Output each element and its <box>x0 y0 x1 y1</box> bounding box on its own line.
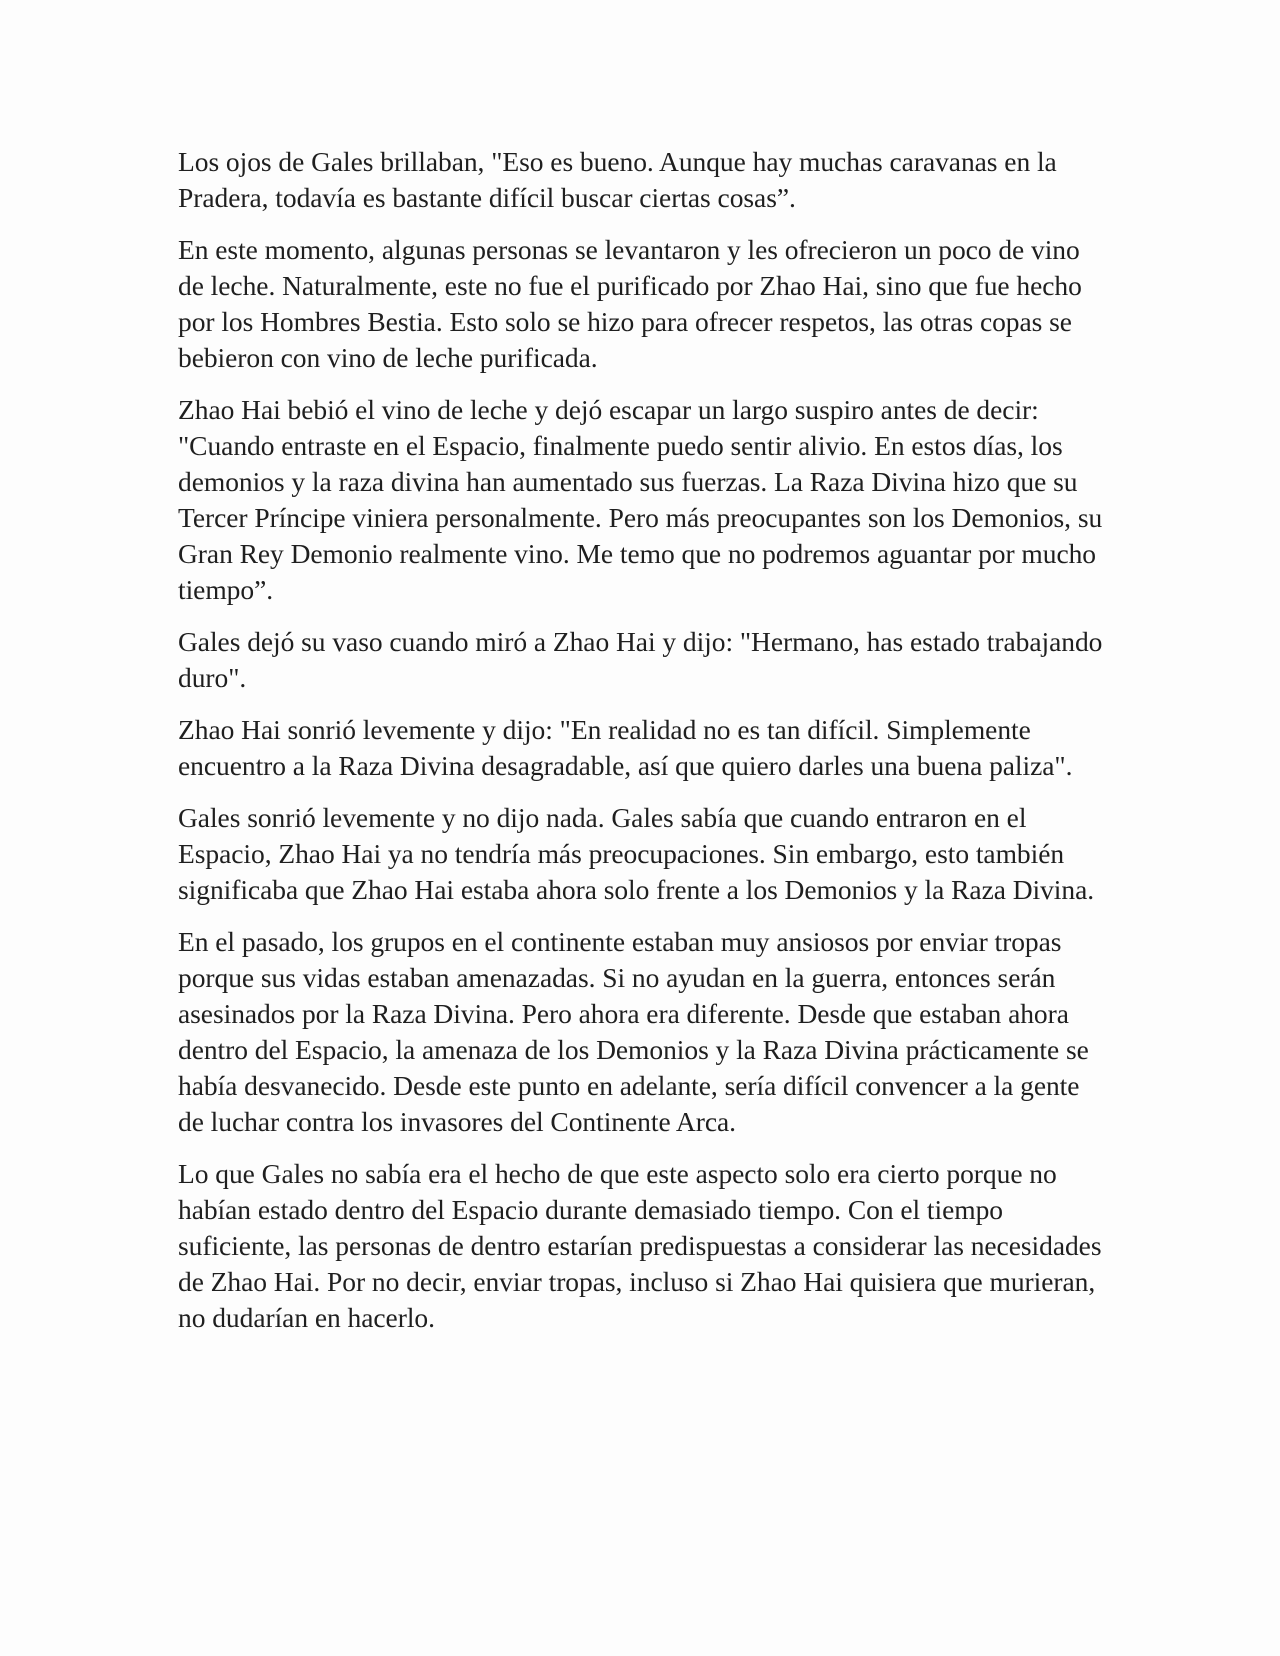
paragraph-7: En el pasado, los grupos en el continente estaban muy ansiosos por enviar tropas porque sus vidas estaban amenazadas. Si no ayudan en la guerra, entonces serán asesinados por la Raza Divina. Pero ahora era diferente. Desde que estaban ahora dentro del Espacio, la amenaza de los Demonios y la Raza Divina prácticamente se había desvanecido. Desde este punto en adelante, sería difícil convencer a la gente de luchar contra los invasores del Continente Arca. <box>178 926 1089 1137</box>
paragraph-8: Lo que Gales no sabía era el hecho de que este aspecto solo era cierto porque no habían estado dentro del Espacio durante demasiado tiempo. Con el tiempo suficiente, las personas de dentro estarían predispuestas a considerar las necesidades de Zhao Hai. Por no decir, enviar tropas, incluso si Zhao Hai quisiera que murieran, no dudarían en hacerlo. <box>178 1158 1102 1333</box>
paragraph-4: Gales dejó su vaso cuando miró a Zhao Hai y dijo: "Hermano, has estado trabajando duro". <box>178 626 1103 693</box>
document-body <box>178 144 1108 1352</box>
paragraph-6: Gales sonrió levemente y no dijo nada. Gales sabía que cuando entraron en el Espacio, Zhao Hai ya no tendría más preocupaciones. Sin embargo, esto también significaba que Zhao Hai estaba ahora solo frente a los Demonios y la Raza Divina. <box>178 802 1095 905</box>
paragraph-1: Los ojos de Gales brillaban, "Eso es bueno. Aunque hay muchas caravanas en la Pradera, todavía es bastante difícil buscar ciertas cosas”. <box>178 146 1057 213</box>
paragraph-3: Zhao Hai bebió el vino de leche y dejó escapar un largo suspiro antes de decir: "Cuando entraste en el Espacio, finalmente puedo sentir alivio. En estos días, los demonios y la raza divina han aumentado sus fuerzas. La Raza Divina hizo que su Tercer Príncipe viniera personalmente. Pero más preocupantes son los Demonios, su Gran Rey Demonio realmente vino. Me temo que no podremos aguantar por mucho tiempo”. <box>178 394 1103 605</box>
paragraph-2: En este momento, algunas personas se levantaron y les ofrecieron un poco de vino de leche. Naturalmente, este no fue el purificado por Zhao Hai, sino que fue hecho por los Hombres Bestia. Esto solo se hizo para ofrecer respetos, las otras copas se bebieron con vino de leche purificada. <box>178 234 1082 373</box>
paragraph-5: Zhao Hai sonrió levemente y dijo: "En realidad no es tan difícil. Simplemente encuentro a la Raza Divina desagradable, así que quiero darles una buena paliza". <box>178 714 1073 781</box>
